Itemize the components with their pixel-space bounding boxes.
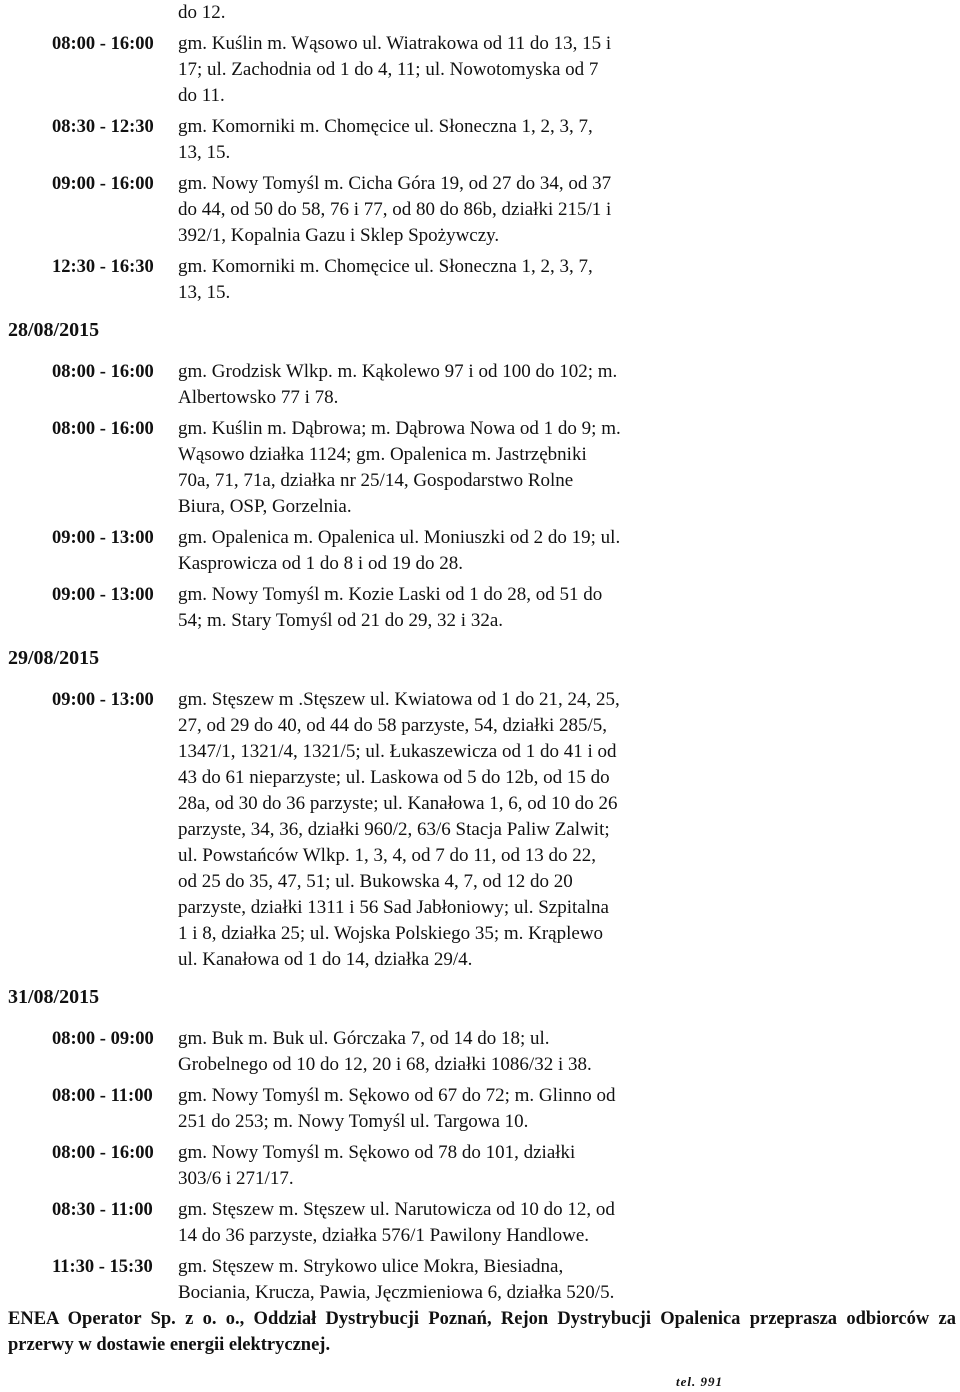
outage-location [178,1197,615,1249]
outage-location [178,1026,592,1078]
outage-time: 09:00 - 13:00 [52,585,154,605]
outage-entry [52,416,952,520]
outage-location [178,416,621,520]
outage-entry [52,525,952,577]
outage-location [178,0,226,26]
phone-number: tel. 991 [676,1374,723,1389]
location-line: gm. Stęszew m. Stęszew ul. Narutowicza od 10 do 12, od [178,1199,615,1220]
date-heading: 31/08/2015 [8,986,100,1008]
location-line: 70a, 71, 71a, działka nr 25/14, Gospodarstwo Rolne [178,470,574,491]
outage-location [178,254,593,306]
outage-time: 08:00 - 11:00 [52,1086,153,1106]
outage-location [178,1140,575,1192]
location-line: gm. Kuślin m. Dąbrowa; m. Dąbrowa Nowa od 1 do 9; m. [178,418,621,439]
outage-entry [52,582,952,634]
location-line: do 12. [178,2,226,23]
outage-time: 12:30 - 16:30 [52,257,154,277]
outage-time: 08:30 - 12:30 [52,117,154,137]
outage-entry [52,0,952,26]
outage-time: 08:00 - 16:00 [52,34,154,54]
outage-time: 08:00 - 16:00 [52,1143,154,1163]
outage-time: 08:00 - 16:00 [52,419,154,439]
outage-entry [52,1140,952,1192]
location-line: 27, od 29 do 40, od 44 do 58 parzyste, 54, działki 285/5, [178,715,608,736]
outage-time: 09:00 - 13:00 [52,528,154,548]
location-line: 251 do 253; m. Nowy Tomyśl ul. Targowa 10. [178,1111,529,1132]
location-line: 43 do 61 nieparzyste; ul. Laskowa od 5 do 12b, od 15 do [178,767,610,788]
outage-entry [52,687,952,973]
location-line: od 25 do 35, 47, 51; ul. Bukowska 4, 7, od 12 do 20 [178,871,573,892]
outage-location [178,582,602,634]
location-line: gm. Buk m. Buk ul. Górczaka 7, od 14 do 18; ul. [178,1028,550,1049]
location-line: gm. Nowy Tomyśl m. Sękowo od 67 do 72; m. Glinno od [178,1085,616,1106]
outage-location [178,171,611,249]
location-line: gm. Grodzisk Wlkp. m. Kąkolewo 97 i od 100 do 102; m. [178,361,618,382]
location-line: parzyste, działki 1311 i 56 Sad Jabłoniowy; ul. Szpitalna [178,897,609,918]
location-line: do 11. [178,85,225,106]
location-line: 14 do 36 parzyste, działka 576/1 Pawilony Handlowe. [178,1225,590,1246]
location-line: Kasprowicza od 1 do 8 i od 19 do 28. [178,553,463,574]
location-line: 28a, od 30 do 36 parzyste; ul. Kanałowa 1, 6, od 10 do 26 [178,793,618,814]
outage-location [178,1254,614,1306]
date-heading: 29/08/2015 [8,647,100,669]
outage-location [178,1083,615,1135]
location-line: gm. Stęszew m .Stęszew ul. Kwiatowa od 1 do 21, 24, 25, [178,689,620,710]
location-line: gm. Nowy Tomyśl m. Kozie Laski od 1 do 28, od 51 do [178,584,603,605]
location-line: gm. Stęszew m. Strykowo ulice Mokra, Biesiadna, [178,1256,564,1277]
location-line: 13, 15. [178,142,231,163]
outage-entry [52,114,952,166]
location-line: 17; ul. Zachodnia od 1 do 4, 11; ul. Nowotomyska od 7 [178,59,599,80]
location-line: gm. Komorniki m. Chomęcice ul. Słoneczna 1, 2, 3, 7, [178,256,593,277]
outage-time: 08:00 - 09:00 [52,1029,154,1049]
location-line: 1347/1, 1321/4, 1321/5; ul. Łukaszewicza od 1 do 41 i od [178,741,617,762]
location-line: gm. Nowy Tomyśl m. Cicha Góra 19, od 27 do 34, od 37 [178,173,612,194]
outage-time: 09:00 - 16:00 [52,174,154,194]
outage-entry [52,1197,952,1249]
outage-entry [52,1254,952,1306]
location-line: ul. Powstańców Wlkp. 1, 3, 4, od 7 do 11, od 13 do 22, [178,845,596,866]
outage-entry [52,1083,952,1135]
location-line: 303/6 i 271/17. [178,1168,294,1189]
outage-time: 08:00 - 16:00 [52,362,154,382]
location-line: Albertowsko 77 i 78. [178,387,339,408]
outage-entry [52,171,952,249]
location-line: gm. Komorniki m. Chomęcice ul. Słoneczna 1, 2, 3, 7, [178,116,593,137]
outage-time: 09:00 - 13:00 [52,690,154,710]
outage-entry [52,254,952,306]
location-line: 1 i 8, działka 25; ul. Wojska Polskiego 35; m. Krąplewo [178,923,604,944]
location-line: parzyste, 34, 36, działki 960/2, 63/6 Stacja Paliw Zalwit; [178,819,610,840]
location-line: 392/1, Kopalnia Gazu i Sklep Spożywczy. [178,225,500,246]
location-line: gm. Kuślin m. Wąsowo ul. Wiatrakowa od 11 do 13, 15 i [178,33,612,54]
location-line: Grobelnego od 10 do 12, 20 i 68, działki 1086/32 i 38. [178,1054,592,1075]
location-line: 13, 15. [178,282,231,303]
location-line: ul. Kanałowa od 1 do 14, działka 29/4. [178,949,473,970]
outage-location [178,359,617,411]
outage-entry [52,31,952,109]
outage-location [178,525,620,577]
location-line: 54; m. Stary Tomyśl od 21 do 29, 32 i 32a. [178,610,504,631]
footer-apology: ENEA Operator Sp. z o. o., Oddział Dystrybucji Poznań, Rejon Dystrybucji Opalenica przeprasza odbiorców za przerwy w dostawie energii elektrycznej. [8,1309,956,1355]
outage-location [178,114,593,166]
outage-time: 08:30 - 11:00 [52,1200,153,1220]
outage-location [178,31,611,109]
outage-location [178,687,620,973]
outage-time: 11:30 - 15:30 [52,1257,153,1277]
location-line: Wąsowo działka 1124; gm. Opalenica m. Jastrzębniki [178,444,587,465]
outage-entry [52,1026,952,1078]
location-line: do 44, od 50 do 58, 76 i 77, od 80 do 86b, działki 215/1 i [178,199,612,220]
outage-entry [52,359,952,411]
location-line: Bociania, Krucza, Pawia, Jęczmieniowa 6, działka 520/5. [178,1282,615,1303]
location-line: Biura, OSP, Gorzelnia. [178,496,352,517]
location-line: gm. Opalenica m. Opalenica ul. Moniuszki od 2 do 19; ul. [178,527,621,548]
location-line: gm. Nowy Tomyśl m. Sękowo od 78 do 101, działki [178,1142,576,1163]
date-heading: 28/08/2015 [8,319,100,341]
